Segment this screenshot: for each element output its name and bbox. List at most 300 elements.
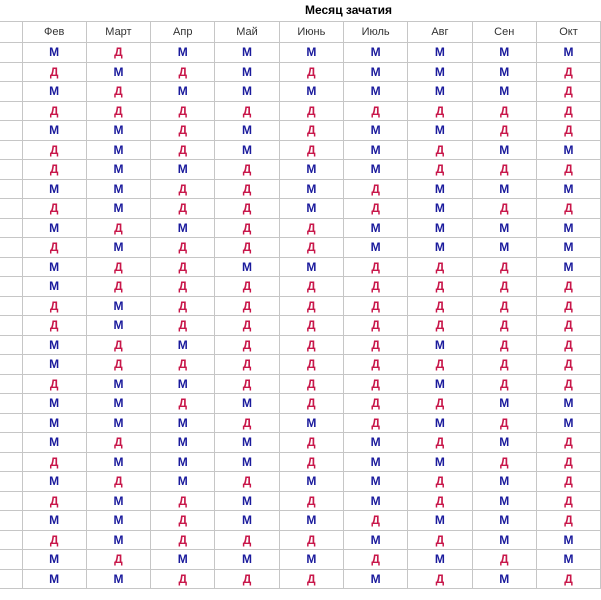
cell-girl: Д bbox=[151, 511, 215, 531]
cell-boy: М bbox=[151, 335, 215, 355]
cell-girl: Д bbox=[536, 121, 600, 141]
cell-girl: Д bbox=[86, 472, 150, 492]
cell-girl: Д bbox=[408, 491, 472, 511]
cell-girl: Д bbox=[215, 335, 279, 355]
cell-girl: Д bbox=[279, 394, 343, 414]
table-row bbox=[0, 511, 601, 531]
cell-boy: М bbox=[472, 530, 536, 550]
cell-boy: М bbox=[151, 43, 215, 63]
cell-boy: М bbox=[22, 472, 86, 492]
cell-girl: Д bbox=[472, 277, 536, 297]
cell-girl: Д bbox=[536, 101, 600, 121]
cell-boy: М bbox=[279, 550, 343, 570]
cell-boy: М bbox=[408, 413, 472, 433]
cell-boy: М bbox=[86, 452, 150, 472]
cell-girl: Д bbox=[279, 491, 343, 511]
row-stub-cell bbox=[0, 296, 22, 316]
cell-boy: М bbox=[343, 238, 407, 258]
cell-girl: Д bbox=[472, 355, 536, 375]
cell-girl: Д bbox=[408, 355, 472, 375]
cell-girl: Д bbox=[343, 394, 407, 414]
cell-girl: Д bbox=[215, 413, 279, 433]
cell-boy: М bbox=[215, 82, 279, 102]
cell-girl: Д bbox=[86, 277, 150, 297]
cell-boy: М bbox=[536, 530, 600, 550]
cell-girl: Д bbox=[151, 530, 215, 550]
row-stub-cell bbox=[0, 355, 22, 375]
month-header: Сен bbox=[472, 22, 536, 43]
table-row bbox=[0, 179, 601, 199]
cell-girl: Д bbox=[279, 335, 343, 355]
cell-boy: М bbox=[86, 160, 150, 180]
cell-boy: М bbox=[472, 472, 536, 492]
row-stub-cell bbox=[0, 179, 22, 199]
cell-boy: М bbox=[215, 550, 279, 570]
cell-girl: Д bbox=[536, 472, 600, 492]
cell-boy: М bbox=[536, 140, 600, 160]
cell-girl: Д bbox=[22, 101, 86, 121]
cell-boy: М bbox=[279, 511, 343, 531]
row-stub-cell bbox=[0, 394, 22, 414]
cell-girl: Д bbox=[151, 569, 215, 589]
month-header: Июнь bbox=[279, 22, 343, 43]
cell-boy: М bbox=[86, 121, 150, 141]
cell-boy: М bbox=[215, 394, 279, 414]
cell-girl: Д bbox=[86, 43, 150, 63]
cell-girl: Д bbox=[215, 355, 279, 375]
row-stub-cell bbox=[0, 550, 22, 570]
cell-girl: Д bbox=[536, 82, 600, 102]
cell-boy: М bbox=[408, 82, 472, 102]
cell-girl: Д bbox=[215, 472, 279, 492]
cell-boy: М bbox=[86, 140, 150, 160]
cell-girl: Д bbox=[343, 257, 407, 277]
cell-girl: Д bbox=[536, 452, 600, 472]
cell-boy: М bbox=[151, 160, 215, 180]
row-stub-cell bbox=[0, 121, 22, 141]
cell-boy: М bbox=[22, 218, 86, 238]
month-header: Март bbox=[86, 22, 150, 43]
cell-girl: Д bbox=[22, 452, 86, 472]
row-stub-cell bbox=[0, 101, 22, 121]
cell-girl: Д bbox=[408, 296, 472, 316]
cell-boy: М bbox=[343, 82, 407, 102]
cell-boy: М bbox=[86, 199, 150, 219]
cell-girl: Д bbox=[22, 296, 86, 316]
cell-boy: М bbox=[22, 550, 86, 570]
table-title: Месяц зачатия bbox=[305, 3, 392, 17]
cell-girl: Д bbox=[279, 121, 343, 141]
row-stub-header bbox=[0, 22, 22, 43]
cell-boy: М bbox=[408, 218, 472, 238]
cell-boy: М bbox=[343, 530, 407, 550]
cell-girl: Д bbox=[151, 179, 215, 199]
cell-boy: М bbox=[472, 179, 536, 199]
table-row bbox=[0, 121, 601, 141]
cell-girl: Д bbox=[215, 179, 279, 199]
cell-girl: Д bbox=[86, 82, 150, 102]
cell-girl: Д bbox=[472, 160, 536, 180]
row-stub-cell bbox=[0, 569, 22, 589]
cell-boy: М bbox=[22, 257, 86, 277]
cell-girl: Д bbox=[22, 199, 86, 219]
cell-boy: М bbox=[86, 374, 150, 394]
cell-boy: М bbox=[279, 160, 343, 180]
row-stub-cell bbox=[0, 277, 22, 297]
month-header: Апр bbox=[151, 22, 215, 43]
cell-boy: М bbox=[279, 199, 343, 219]
cell-boy: М bbox=[408, 452, 472, 472]
cell-girl: Д bbox=[86, 257, 150, 277]
cell-girl: Д bbox=[472, 413, 536, 433]
cell-boy: М bbox=[215, 257, 279, 277]
cell-girl: Д bbox=[343, 277, 407, 297]
cell-girl: Д bbox=[536, 569, 600, 589]
cell-boy: М bbox=[408, 374, 472, 394]
cell-boy: М bbox=[151, 452, 215, 472]
cell-girl: Д bbox=[151, 257, 215, 277]
cell-boy: М bbox=[86, 316, 150, 336]
cell-girl: Д bbox=[408, 569, 472, 589]
cell-girl: Д bbox=[279, 316, 343, 336]
cell-girl: Д bbox=[536, 355, 600, 375]
table-row bbox=[0, 530, 601, 550]
cell-girl: Д bbox=[215, 530, 279, 550]
cell-boy: М bbox=[343, 218, 407, 238]
cell-boy: М bbox=[472, 62, 536, 82]
cell-girl: Д bbox=[536, 62, 600, 82]
table-row bbox=[0, 101, 601, 121]
cell-girl: Д bbox=[536, 316, 600, 336]
cell-girl: Д bbox=[86, 550, 150, 570]
table-row bbox=[0, 257, 601, 277]
row-stub-cell bbox=[0, 316, 22, 336]
cell-girl: Д bbox=[279, 569, 343, 589]
cell-boy: М bbox=[279, 43, 343, 63]
table-row bbox=[0, 140, 601, 160]
row-stub-cell bbox=[0, 199, 22, 219]
table-row bbox=[0, 569, 601, 589]
cell-girl: Д bbox=[536, 335, 600, 355]
cell-boy: М bbox=[472, 491, 536, 511]
table-row bbox=[0, 452, 601, 472]
month-header: Июль bbox=[343, 22, 407, 43]
cell-girl: Д bbox=[343, 296, 407, 316]
cell-girl: Д bbox=[472, 452, 536, 472]
cell-girl: Д bbox=[408, 257, 472, 277]
cell-girl: Д bbox=[536, 491, 600, 511]
row-stub-cell bbox=[0, 530, 22, 550]
table-row bbox=[0, 296, 601, 316]
cell-boy: М bbox=[86, 179, 150, 199]
cell-girl: Д bbox=[536, 374, 600, 394]
cell-girl: Д bbox=[279, 277, 343, 297]
cell-girl: Д bbox=[151, 296, 215, 316]
cell-girl: Д bbox=[408, 160, 472, 180]
cell-boy: М bbox=[343, 491, 407, 511]
cell-girl: Д bbox=[472, 101, 536, 121]
cell-girl: Д bbox=[215, 374, 279, 394]
cell-girl: Д bbox=[408, 140, 472, 160]
cell-boy: М bbox=[86, 296, 150, 316]
cell-boy: М bbox=[22, 82, 86, 102]
cell-boy: М bbox=[343, 569, 407, 589]
cell-girl: Д bbox=[472, 550, 536, 570]
cell-boy: М bbox=[151, 413, 215, 433]
cell-boy: М bbox=[408, 511, 472, 531]
cell-boy: М bbox=[472, 433, 536, 453]
table-row bbox=[0, 374, 601, 394]
cell-boy: М bbox=[22, 179, 86, 199]
cell-girl: Д bbox=[343, 511, 407, 531]
cell-boy: М bbox=[22, 413, 86, 433]
cell-boy: М bbox=[279, 82, 343, 102]
cell-boy: М bbox=[86, 394, 150, 414]
month-header: Авг bbox=[408, 22, 472, 43]
cell-boy: М bbox=[86, 530, 150, 550]
cell-boy: М bbox=[536, 179, 600, 199]
cell-boy: М bbox=[536, 413, 600, 433]
cell-boy: М bbox=[408, 62, 472, 82]
cell-boy: М bbox=[472, 43, 536, 63]
cell-girl: Д bbox=[151, 121, 215, 141]
table-row bbox=[0, 413, 601, 433]
cell-boy: М bbox=[22, 511, 86, 531]
table-row bbox=[0, 433, 601, 453]
cell-girl: Д bbox=[215, 218, 279, 238]
cell-girl: Д bbox=[536, 277, 600, 297]
cell-girl: Д bbox=[343, 550, 407, 570]
cell-girl: Д bbox=[215, 101, 279, 121]
cell-girl: Д bbox=[86, 101, 150, 121]
row-stub-cell bbox=[0, 511, 22, 531]
cell-girl: Д bbox=[343, 413, 407, 433]
table-row bbox=[0, 238, 601, 258]
cell-girl: Д bbox=[279, 433, 343, 453]
row-stub-cell bbox=[0, 62, 22, 82]
cell-boy: М bbox=[472, 140, 536, 160]
cell-girl: Д bbox=[86, 433, 150, 453]
cell-girl: Д bbox=[22, 316, 86, 336]
row-stub-cell bbox=[0, 491, 22, 511]
cell-girl: Д bbox=[279, 101, 343, 121]
row-stub-cell bbox=[0, 218, 22, 238]
cell-boy: М bbox=[408, 179, 472, 199]
row-stub-cell bbox=[0, 82, 22, 102]
row-stub-cell bbox=[0, 160, 22, 180]
cell-boy: М bbox=[151, 82, 215, 102]
table-row bbox=[0, 277, 601, 297]
table-row bbox=[0, 43, 601, 63]
cell-boy: М bbox=[536, 394, 600, 414]
cell-boy: М bbox=[151, 218, 215, 238]
row-stub-cell bbox=[0, 257, 22, 277]
cell-boy: М bbox=[215, 491, 279, 511]
cell-girl: Д bbox=[215, 238, 279, 258]
cell-girl: Д bbox=[22, 140, 86, 160]
cell-girl: Д bbox=[536, 296, 600, 316]
cell-boy: М bbox=[343, 472, 407, 492]
cell-girl: Д bbox=[343, 355, 407, 375]
cell-boy: М bbox=[22, 394, 86, 414]
cell-boy: М bbox=[343, 121, 407, 141]
month-header: Май bbox=[215, 22, 279, 43]
cell-girl: Д bbox=[22, 160, 86, 180]
cell-boy: М bbox=[408, 121, 472, 141]
cell-boy: М bbox=[279, 413, 343, 433]
cell-boy: М bbox=[536, 238, 600, 258]
cell-girl: Д bbox=[408, 394, 472, 414]
cell-boy: М bbox=[215, 433, 279, 453]
cell-girl: Д bbox=[343, 179, 407, 199]
header-row bbox=[0, 22, 601, 43]
row-stub-cell bbox=[0, 452, 22, 472]
table-row bbox=[0, 199, 601, 219]
cell-girl: Д bbox=[22, 62, 86, 82]
cell-girl: Д bbox=[215, 569, 279, 589]
cell-girl: Д bbox=[279, 374, 343, 394]
cell-boy: М bbox=[472, 394, 536, 414]
cell-boy: М bbox=[215, 62, 279, 82]
cell-girl: Д bbox=[279, 530, 343, 550]
table-row bbox=[0, 218, 601, 238]
cell-boy: М bbox=[536, 43, 600, 63]
row-stub-cell bbox=[0, 413, 22, 433]
cell-girl: Д bbox=[151, 355, 215, 375]
cell-girl: Д bbox=[279, 140, 343, 160]
cell-girl: Д bbox=[343, 199, 407, 219]
cell-girl: Д bbox=[151, 277, 215, 297]
cell-boy: М bbox=[215, 511, 279, 531]
cell-girl: Д bbox=[215, 160, 279, 180]
row-stub-cell bbox=[0, 238, 22, 258]
cell-girl: Д bbox=[22, 530, 86, 550]
cell-girl: Д bbox=[472, 296, 536, 316]
cell-girl: Д bbox=[151, 140, 215, 160]
cell-boy: М bbox=[408, 335, 472, 355]
cell-girl: Д bbox=[536, 511, 600, 531]
cell-girl: Д bbox=[279, 238, 343, 258]
table-row bbox=[0, 335, 601, 355]
cell-boy: М bbox=[22, 277, 86, 297]
cell-girl: Д bbox=[408, 101, 472, 121]
table-row bbox=[0, 62, 601, 82]
cell-girl: Д bbox=[86, 355, 150, 375]
cell-boy: М bbox=[22, 569, 86, 589]
cell-girl: Д bbox=[472, 199, 536, 219]
cell-boy: М bbox=[536, 550, 600, 570]
table-row bbox=[0, 472, 601, 492]
table-row bbox=[0, 550, 601, 570]
row-stub-cell bbox=[0, 43, 22, 63]
month-header: Фев bbox=[22, 22, 86, 43]
cell-boy: М bbox=[472, 238, 536, 258]
cell-boy: М bbox=[22, 355, 86, 375]
cell-boy: М bbox=[343, 140, 407, 160]
cell-girl: Д bbox=[215, 199, 279, 219]
cell-boy: М bbox=[151, 472, 215, 492]
cell-boy: М bbox=[86, 491, 150, 511]
cell-boy: М bbox=[215, 43, 279, 63]
cell-girl: Д bbox=[279, 62, 343, 82]
cell-girl: Д bbox=[343, 374, 407, 394]
cell-boy: М bbox=[151, 433, 215, 453]
cell-girl: Д bbox=[472, 121, 536, 141]
cell-boy: М bbox=[22, 433, 86, 453]
cell-girl: Д bbox=[408, 433, 472, 453]
cell-boy: М bbox=[472, 511, 536, 531]
table-body bbox=[0, 43, 601, 589]
cell-girl: Д bbox=[408, 316, 472, 336]
cell-girl: Д bbox=[86, 218, 150, 238]
cell-boy: М bbox=[151, 550, 215, 570]
cell-girl: Д bbox=[536, 160, 600, 180]
cell-girl: Д bbox=[472, 374, 536, 394]
cell-boy: М bbox=[343, 62, 407, 82]
cell-boy: М bbox=[279, 257, 343, 277]
cell-girl: Д bbox=[408, 530, 472, 550]
cell-girl: Д bbox=[279, 355, 343, 375]
cell-girl: Д bbox=[151, 394, 215, 414]
table-row bbox=[0, 355, 601, 375]
cell-boy: М bbox=[86, 238, 150, 258]
table-row bbox=[0, 316, 601, 336]
cell-boy: М bbox=[472, 569, 536, 589]
cell-boy: М bbox=[408, 199, 472, 219]
cell-boy: М bbox=[343, 43, 407, 63]
cell-boy: М bbox=[86, 413, 150, 433]
cell-girl: Д bbox=[151, 238, 215, 258]
gender-table bbox=[0, 21, 601, 589]
cell-boy: М bbox=[472, 82, 536, 102]
cell-girl: Д bbox=[86, 335, 150, 355]
cell-girl: Д bbox=[22, 374, 86, 394]
cell-boy: М bbox=[86, 511, 150, 531]
row-stub-cell bbox=[0, 433, 22, 453]
cell-boy: М bbox=[22, 43, 86, 63]
cell-girl: Д bbox=[151, 62, 215, 82]
cell-boy: М bbox=[215, 121, 279, 141]
cell-girl: Д bbox=[151, 316, 215, 336]
cell-boy: М bbox=[408, 238, 472, 258]
cell-boy: М bbox=[86, 62, 150, 82]
cell-girl: Д bbox=[343, 335, 407, 355]
cell-boy: М bbox=[408, 43, 472, 63]
cell-boy: М bbox=[408, 550, 472, 570]
cell-girl: Д bbox=[22, 491, 86, 511]
table-row bbox=[0, 82, 601, 102]
cell-boy: М bbox=[215, 452, 279, 472]
table-row bbox=[0, 394, 601, 414]
cell-girl: Д bbox=[472, 316, 536, 336]
cell-boy: М bbox=[343, 160, 407, 180]
cell-girl: Д bbox=[536, 433, 600, 453]
cell-girl: Д bbox=[472, 335, 536, 355]
cell-boy: М bbox=[343, 452, 407, 472]
cell-boy: М bbox=[536, 218, 600, 238]
cell-girl: Д bbox=[151, 491, 215, 511]
cell-girl: Д bbox=[343, 316, 407, 336]
row-stub-cell bbox=[0, 472, 22, 492]
table-row bbox=[0, 160, 601, 180]
cell-girl: Д bbox=[536, 199, 600, 219]
cell-girl: Д bbox=[279, 452, 343, 472]
cell-girl: Д bbox=[279, 218, 343, 238]
cell-girl: Д bbox=[22, 238, 86, 258]
cell-boy: М bbox=[279, 472, 343, 492]
row-stub-cell bbox=[0, 374, 22, 394]
cell-girl: Д bbox=[215, 277, 279, 297]
